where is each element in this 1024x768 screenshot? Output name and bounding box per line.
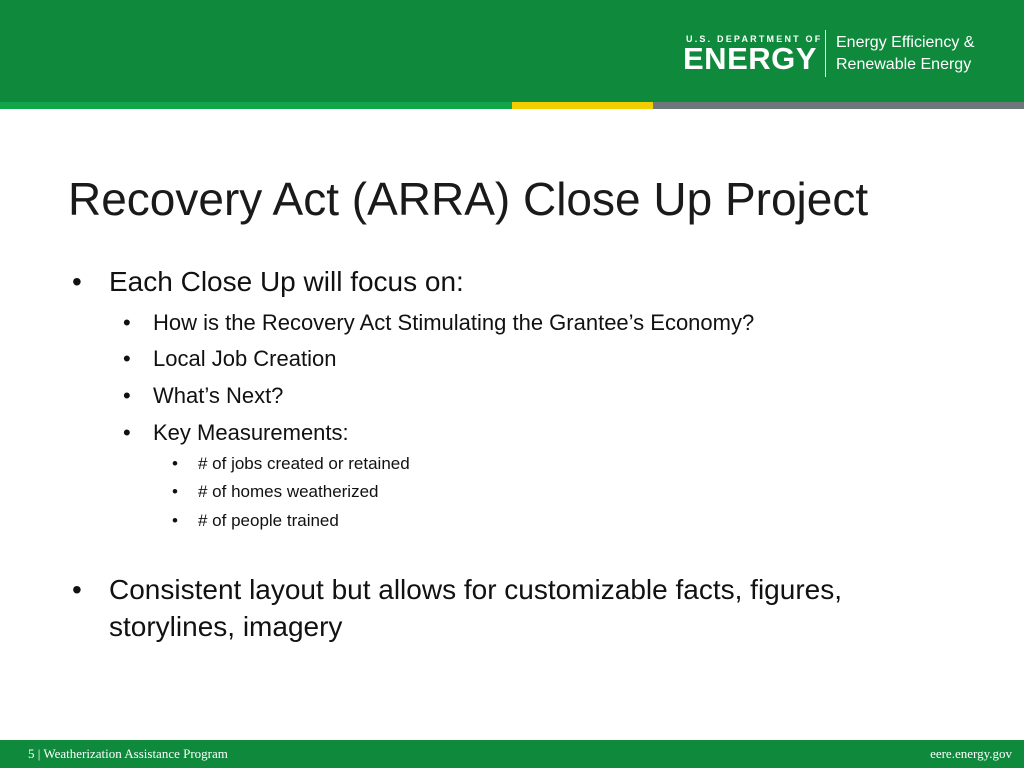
slide-title: Recovery Act (ARRA) Close Up Project xyxy=(68,173,869,225)
bullet-text: How is the Recovery Act Stimulating the Grantee’s Economy? xyxy=(153,310,755,335)
program-name: Weatherization Assistance Program xyxy=(43,746,228,761)
bullet-text: # of homes weatherized xyxy=(198,482,379,501)
bullet-dot: • xyxy=(172,511,178,530)
bullet-dot: • xyxy=(123,346,131,371)
accent-stripe-green xyxy=(0,102,512,109)
logo-energy-wordmark: ENERGY xyxy=(683,41,817,76)
bullet-level1-consistent-layout xyxy=(68,574,968,646)
bullet-dot: • xyxy=(123,310,131,335)
bullet-text: # of jobs created or retained xyxy=(198,454,410,473)
logo-divider xyxy=(825,30,826,77)
bullet-dot: • xyxy=(172,454,178,473)
footer-bar xyxy=(0,740,1024,768)
bullet-text: Local Job Creation xyxy=(153,346,337,371)
logo-office-name xyxy=(836,32,974,76)
footer-program xyxy=(28,746,228,762)
bullet-text: Each Close Up will focus on: xyxy=(109,266,464,297)
bullet-text: What’s Next? xyxy=(153,383,284,408)
logo-office-line-2: Renewable Energy xyxy=(836,56,972,73)
accent-stripe-gray xyxy=(653,102,1024,109)
bullet-dot: • xyxy=(172,482,178,501)
bullet-dot: • xyxy=(123,383,131,408)
footer-separator: | xyxy=(37,746,41,761)
bullet-text: Key Measurements: xyxy=(153,420,349,445)
footer-website[interactable]: eere.energy.gov xyxy=(930,746,1012,761)
bullet-text-line-1: Consistent layout but allows for customizable facts, figures, xyxy=(109,574,843,605)
logo-office-line-1: Energy Efficiency & xyxy=(836,34,975,51)
bullet-text: # of people trained xyxy=(198,511,339,530)
logo-department-line: U.S. DEPARTMENT OF xyxy=(686,34,823,44)
accent-stripe-yellow xyxy=(512,102,653,109)
bullet-dot: • xyxy=(72,574,82,605)
page-number: 5 xyxy=(28,746,35,761)
bullet-dot: • xyxy=(123,420,131,445)
bullet-dot: • xyxy=(72,266,82,297)
bullet-text-line-2: storylines, imagery xyxy=(109,611,343,642)
